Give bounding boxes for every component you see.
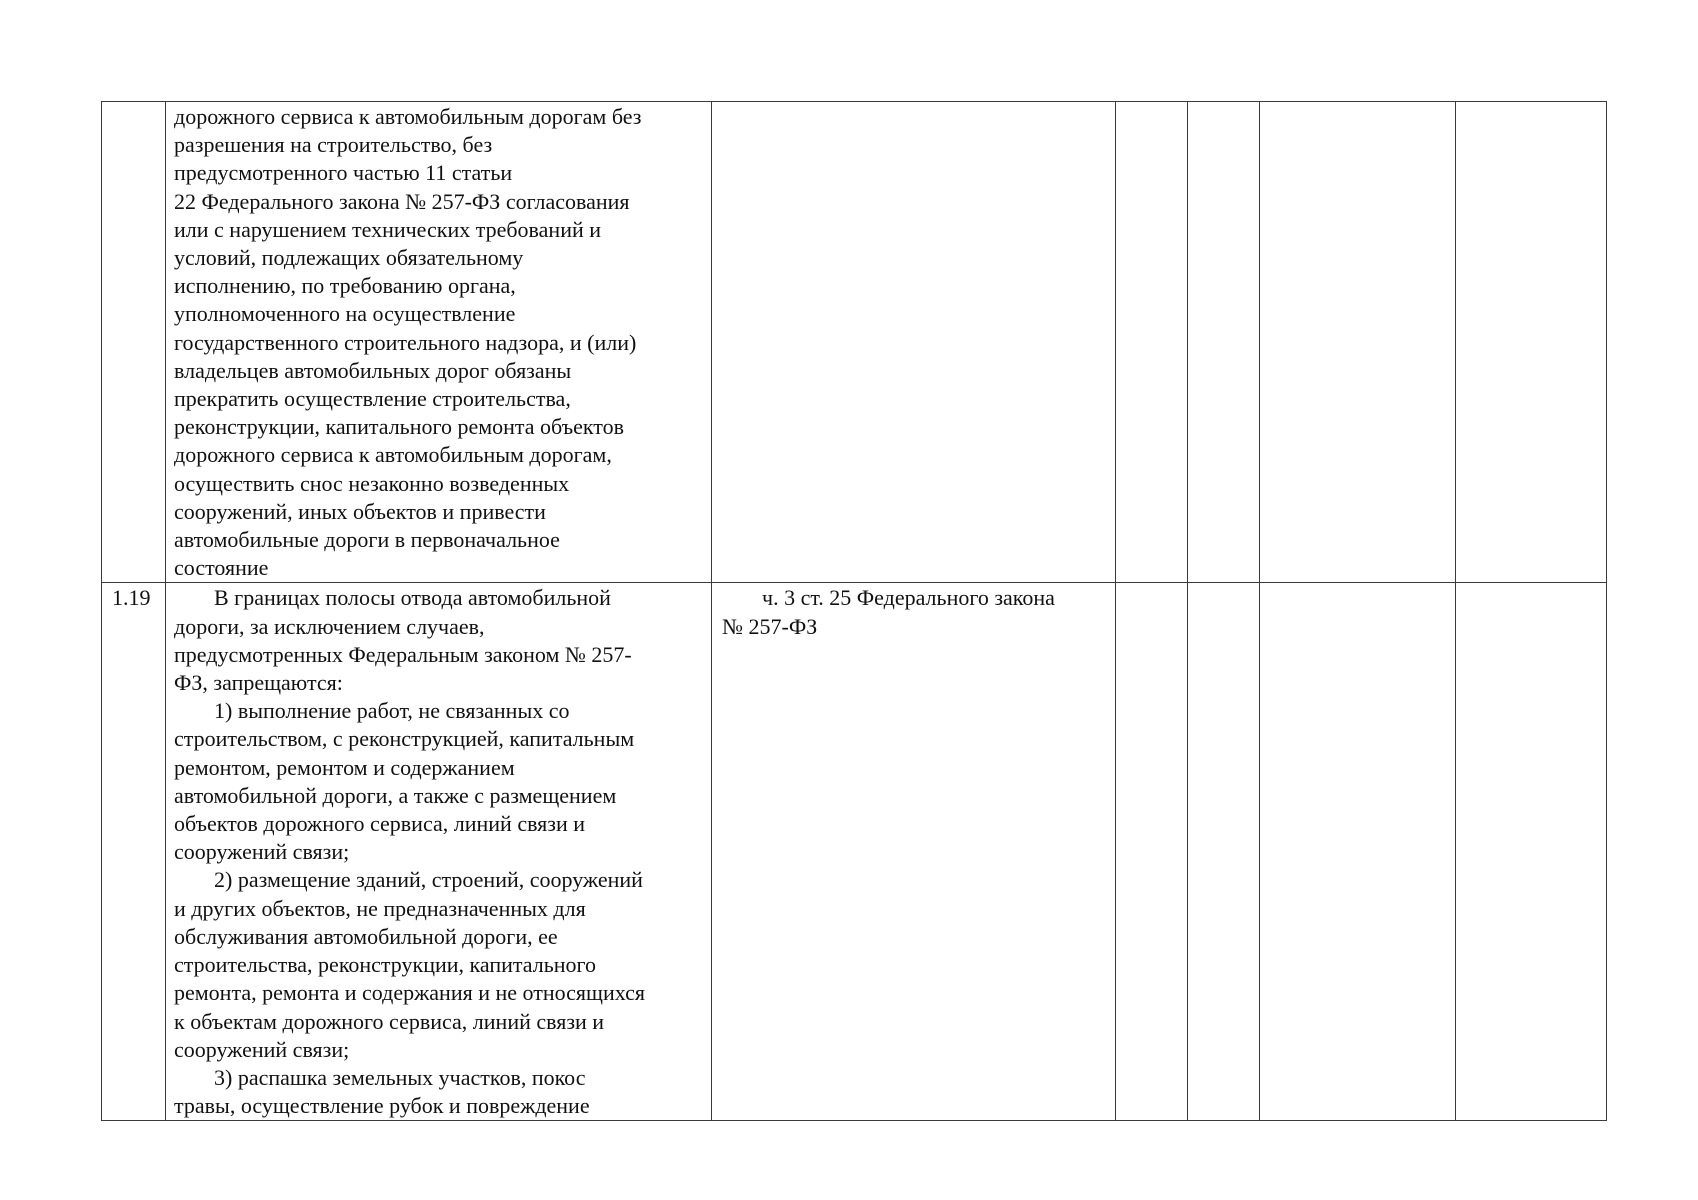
requirement-line: ремонтом, ремонтом и содержанием xyxy=(174,754,515,780)
requirement-line: дорожного сервиса к автомобильным дорогам без xyxy=(174,104,642,129)
row-number-cell xyxy=(102,583,166,1121)
empty-cell xyxy=(1456,102,1607,583)
empty-cell xyxy=(1188,102,1260,583)
requirement-line: ФЗ, запрещаются: xyxy=(174,670,343,696)
requirement-cell xyxy=(166,583,712,1121)
requirement-line: дорожного сервиса к автомобильным дорогам, xyxy=(174,442,612,468)
requirement-line: к объектам дорожного сервиса, линий связи и xyxy=(174,1008,605,1034)
empty-cell xyxy=(1116,102,1188,583)
requirement-line: исполнению, по требованию органа, xyxy=(174,273,516,299)
requirement-line: государственного строительного надзора, и (или) xyxy=(174,329,637,355)
requirement-line: и других объектов, не предназначенных для xyxy=(174,895,586,921)
requirement-line: владельцев автомобильных дорог обязаны xyxy=(174,357,572,383)
requirement-line: уполномоченного на осуществление xyxy=(174,301,516,327)
row-number xyxy=(102,102,165,103)
requirement-line: В границах полосы отвода автомобильной xyxy=(214,585,611,611)
requirement-line: ремонта, ремонта и содержания и не относящихся xyxy=(174,980,646,1006)
requirements-table xyxy=(101,101,1607,1121)
requirement-line: сооружений, иных объектов и привести xyxy=(174,498,546,524)
requirement-line: травы, осуществление рубок и повреждение xyxy=(174,1093,590,1119)
requirement-line: 3) распашка земельных участков, покос xyxy=(214,1064,586,1090)
empty-cell xyxy=(1116,583,1188,1121)
requirement-line: 22 Федерального закона № 257-ФЗ согласования xyxy=(174,188,630,214)
requirement-line: 1) выполнение работ, не связанных со xyxy=(214,698,570,724)
reference-cell xyxy=(712,583,1116,1121)
requirement-line: дороги, за исключением случаев, xyxy=(174,613,485,639)
reference-cell xyxy=(712,102,1116,583)
requirement-line: объектов дорожного сервиса, линий связи и xyxy=(174,811,586,837)
row-number: 1.19 xyxy=(112,585,151,611)
requirement-line: предусмотренных Федеральным законом № 257- xyxy=(174,641,632,667)
requirement-line: обслуживания автомобильной дороги, ее xyxy=(174,923,558,949)
requirement-line: состояние xyxy=(174,555,269,581)
requirement-line: разрешения на строительство, без xyxy=(174,132,493,158)
requirement-line: автомобильные дороги в первоначальное xyxy=(174,527,560,553)
requirement-line: или с нарушением технических требований и xyxy=(174,216,602,242)
reference-line: ч. 3 ст. 25 Федерального закона xyxy=(762,585,1055,611)
empty-cell xyxy=(1260,583,1456,1121)
requirement-line: предусмотренного частью 11 статьи xyxy=(174,160,513,186)
empty-cell xyxy=(1188,583,1260,1121)
requirement-line: сооружений связи; xyxy=(174,1036,350,1062)
requirement-line: строительства, реконструкции, капитального xyxy=(174,952,597,978)
empty-cell xyxy=(1260,102,1456,583)
requirement-cell xyxy=(166,102,712,583)
empty-cell xyxy=(1456,583,1607,1121)
requirement-line: условий, подлежащих обязательному xyxy=(174,245,524,271)
row-number-cell xyxy=(102,102,166,583)
requirement-line: 2) размещение зданий, строений, сооружений xyxy=(214,867,643,893)
requirement-line: осуществить снос незаконно возведенных xyxy=(174,470,570,496)
requirement-line: сооружений связи; xyxy=(174,839,350,865)
reference-line: № 257-ФЗ xyxy=(722,613,818,639)
requirement-line: строительством, с реконструкцией, капитальным xyxy=(174,726,635,752)
requirement-line: автомобильной дороги, а также с размещением xyxy=(174,782,617,808)
requirement-line: реконструкции, капитального ремонта объектов xyxy=(174,414,624,440)
table-row xyxy=(102,583,1607,1121)
requirement-line: прекратить осуществление строительства, xyxy=(174,386,571,412)
table-row xyxy=(102,102,1607,583)
